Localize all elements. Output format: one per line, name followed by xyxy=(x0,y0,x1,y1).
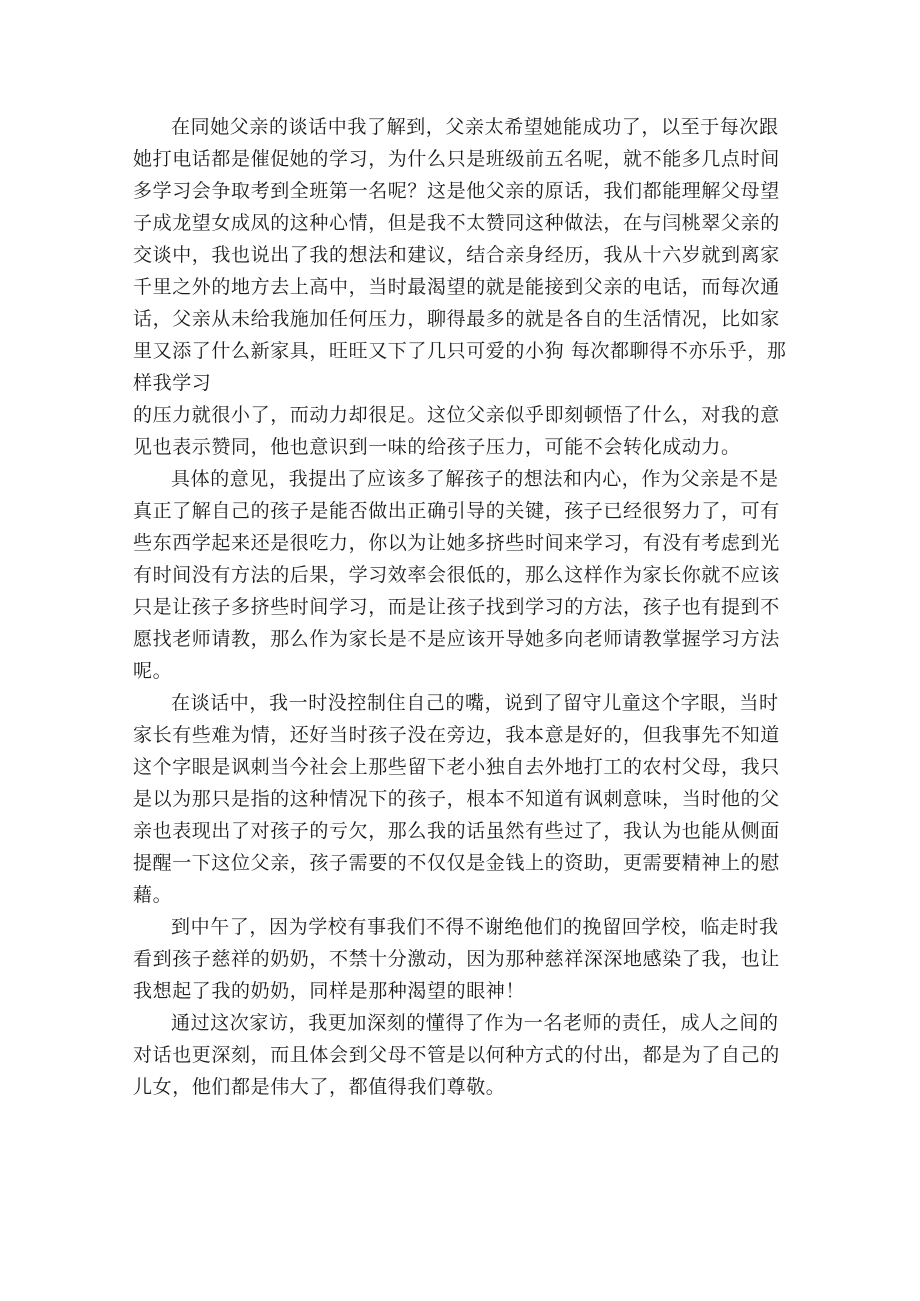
text-line: 呢。 xyxy=(133,660,173,682)
paragraph-4 xyxy=(133,687,789,911)
text-line: 话，父亲从未给我施加任何压力，聊得最多的就是各自的生活情况，比如家 xyxy=(133,308,780,330)
text-line: 些东西学起来还是很吃力，你以为让她多挤些时间来学习，有没有考虑到光 xyxy=(133,532,780,554)
text-line: 子成龙望女成凤的这种心情，但是我不太赞同这种做法，在与闫桃翠父亲的 xyxy=(133,212,780,234)
text-line: 的压力就很小了，而动力却很足。这位父亲似乎即刻顿悟了什么，对我的意 xyxy=(133,404,780,426)
text-line: 提醒一下这位父亲，孩子需要的不仅仅是金钱上的资助，更需要精神上的慰 xyxy=(133,852,780,874)
text-line: 具体的意见，我提出了应该多了解孩子的想法和内心，作为父亲是不是 xyxy=(171,468,779,490)
text-line: 通过这次家访，我更加深刻的懂得了作为一名老师的责任，成人之间的 xyxy=(171,1012,779,1034)
text-line: 儿女，他们都是伟大了，都值得我们尊敬。 xyxy=(133,1076,506,1098)
text-line: 我想起了我的奶奶，同样是那种渴望的眼神！ xyxy=(133,980,526,1002)
paragraph-6 xyxy=(133,1007,789,1103)
text-line: 真正了解自己的孩子是能否做出正确引导的关键，孩子已经很努力了，可有 xyxy=(133,500,780,522)
text-line: 看到孩子慈祥的奶奶，不禁十分激动，因为那种慈祥深深地感染了我，也让 xyxy=(133,948,780,970)
text-line: 只是让孩子多挤些时间学习，而是让孩子找到学习的方法，孩子也有提到不 xyxy=(133,596,780,618)
text-line: 在同她父亲的谈话中我了解到，父亲太希望她能成功了，以至于每次跟 xyxy=(171,116,779,138)
text-line: 多学习会争取考到全班第一名呢？这是他父亲的原话，我们都能理解父母望 xyxy=(133,180,780,202)
text-line: 千里之外的地方去上高中，当时最渴望的就是能接到父亲的电话，而每次通 xyxy=(133,276,780,298)
text-line: 亲也表现出了对孩子的亏欠，那么我的话虽然有些过了，我认为也能从侧面 xyxy=(133,820,780,842)
paragraph-2 xyxy=(133,399,789,463)
text-line: 样我学习 xyxy=(133,372,212,394)
document-page xyxy=(133,111,789,1103)
text-line: 到中午了，因为学校有事我们不得不谢绝他们的挽留回学校，临走时我 xyxy=(171,916,779,938)
paragraph-3 xyxy=(133,463,789,687)
paragraph-1 xyxy=(133,111,789,399)
text-line: 有时间没有方法的后果，学习效率会很低的，那么这样作为家长你就不应该 xyxy=(133,564,780,586)
text-line: 对话也更深刻，而且体会到父母不管是以何种方式的付出，都是为了自己的 xyxy=(133,1044,780,1066)
text-line: 这个字眼是讽刺当今社会上那些留下老小独自去外地打工的农村父母，我只 xyxy=(133,756,780,778)
text-line: 藉。 xyxy=(133,884,173,906)
text-line: 里又添了什么新家具，旺旺又下了几只可爱的小狗 每次都聊得不亦乐乎，那 xyxy=(133,340,787,362)
text-line: 交谈中，我也说出了我的想法和建议，结合亲身经历，我从十六岁就到离家 xyxy=(133,244,780,266)
text-line: 是以为那只是指的这种情况下的孩子，根本不知道有讽刺意味，当时他的父 xyxy=(133,788,780,810)
text-line: 她打电话都是催促她的学习，为什么只是班级前五名呢，就不能多几点时间 xyxy=(133,148,780,170)
text-line: 家长有些难为情，还好当时孩子没在旁边，我本意是好的，但我事先不知道 xyxy=(133,724,780,746)
text-line: 见也表示赞同，他也意识到一味的给孩子压力，可能不会转化成动力。 xyxy=(133,436,741,458)
paragraph-5 xyxy=(133,911,789,1007)
text-line: 在谈话中，我一时没控制住自己的嘴，说到了留守儿童这个字眼，当时 xyxy=(171,692,779,714)
text-line: 愿找老师请教，那么作为家长是不是应该开导她多向老师请教掌握学习方法 xyxy=(133,628,780,650)
